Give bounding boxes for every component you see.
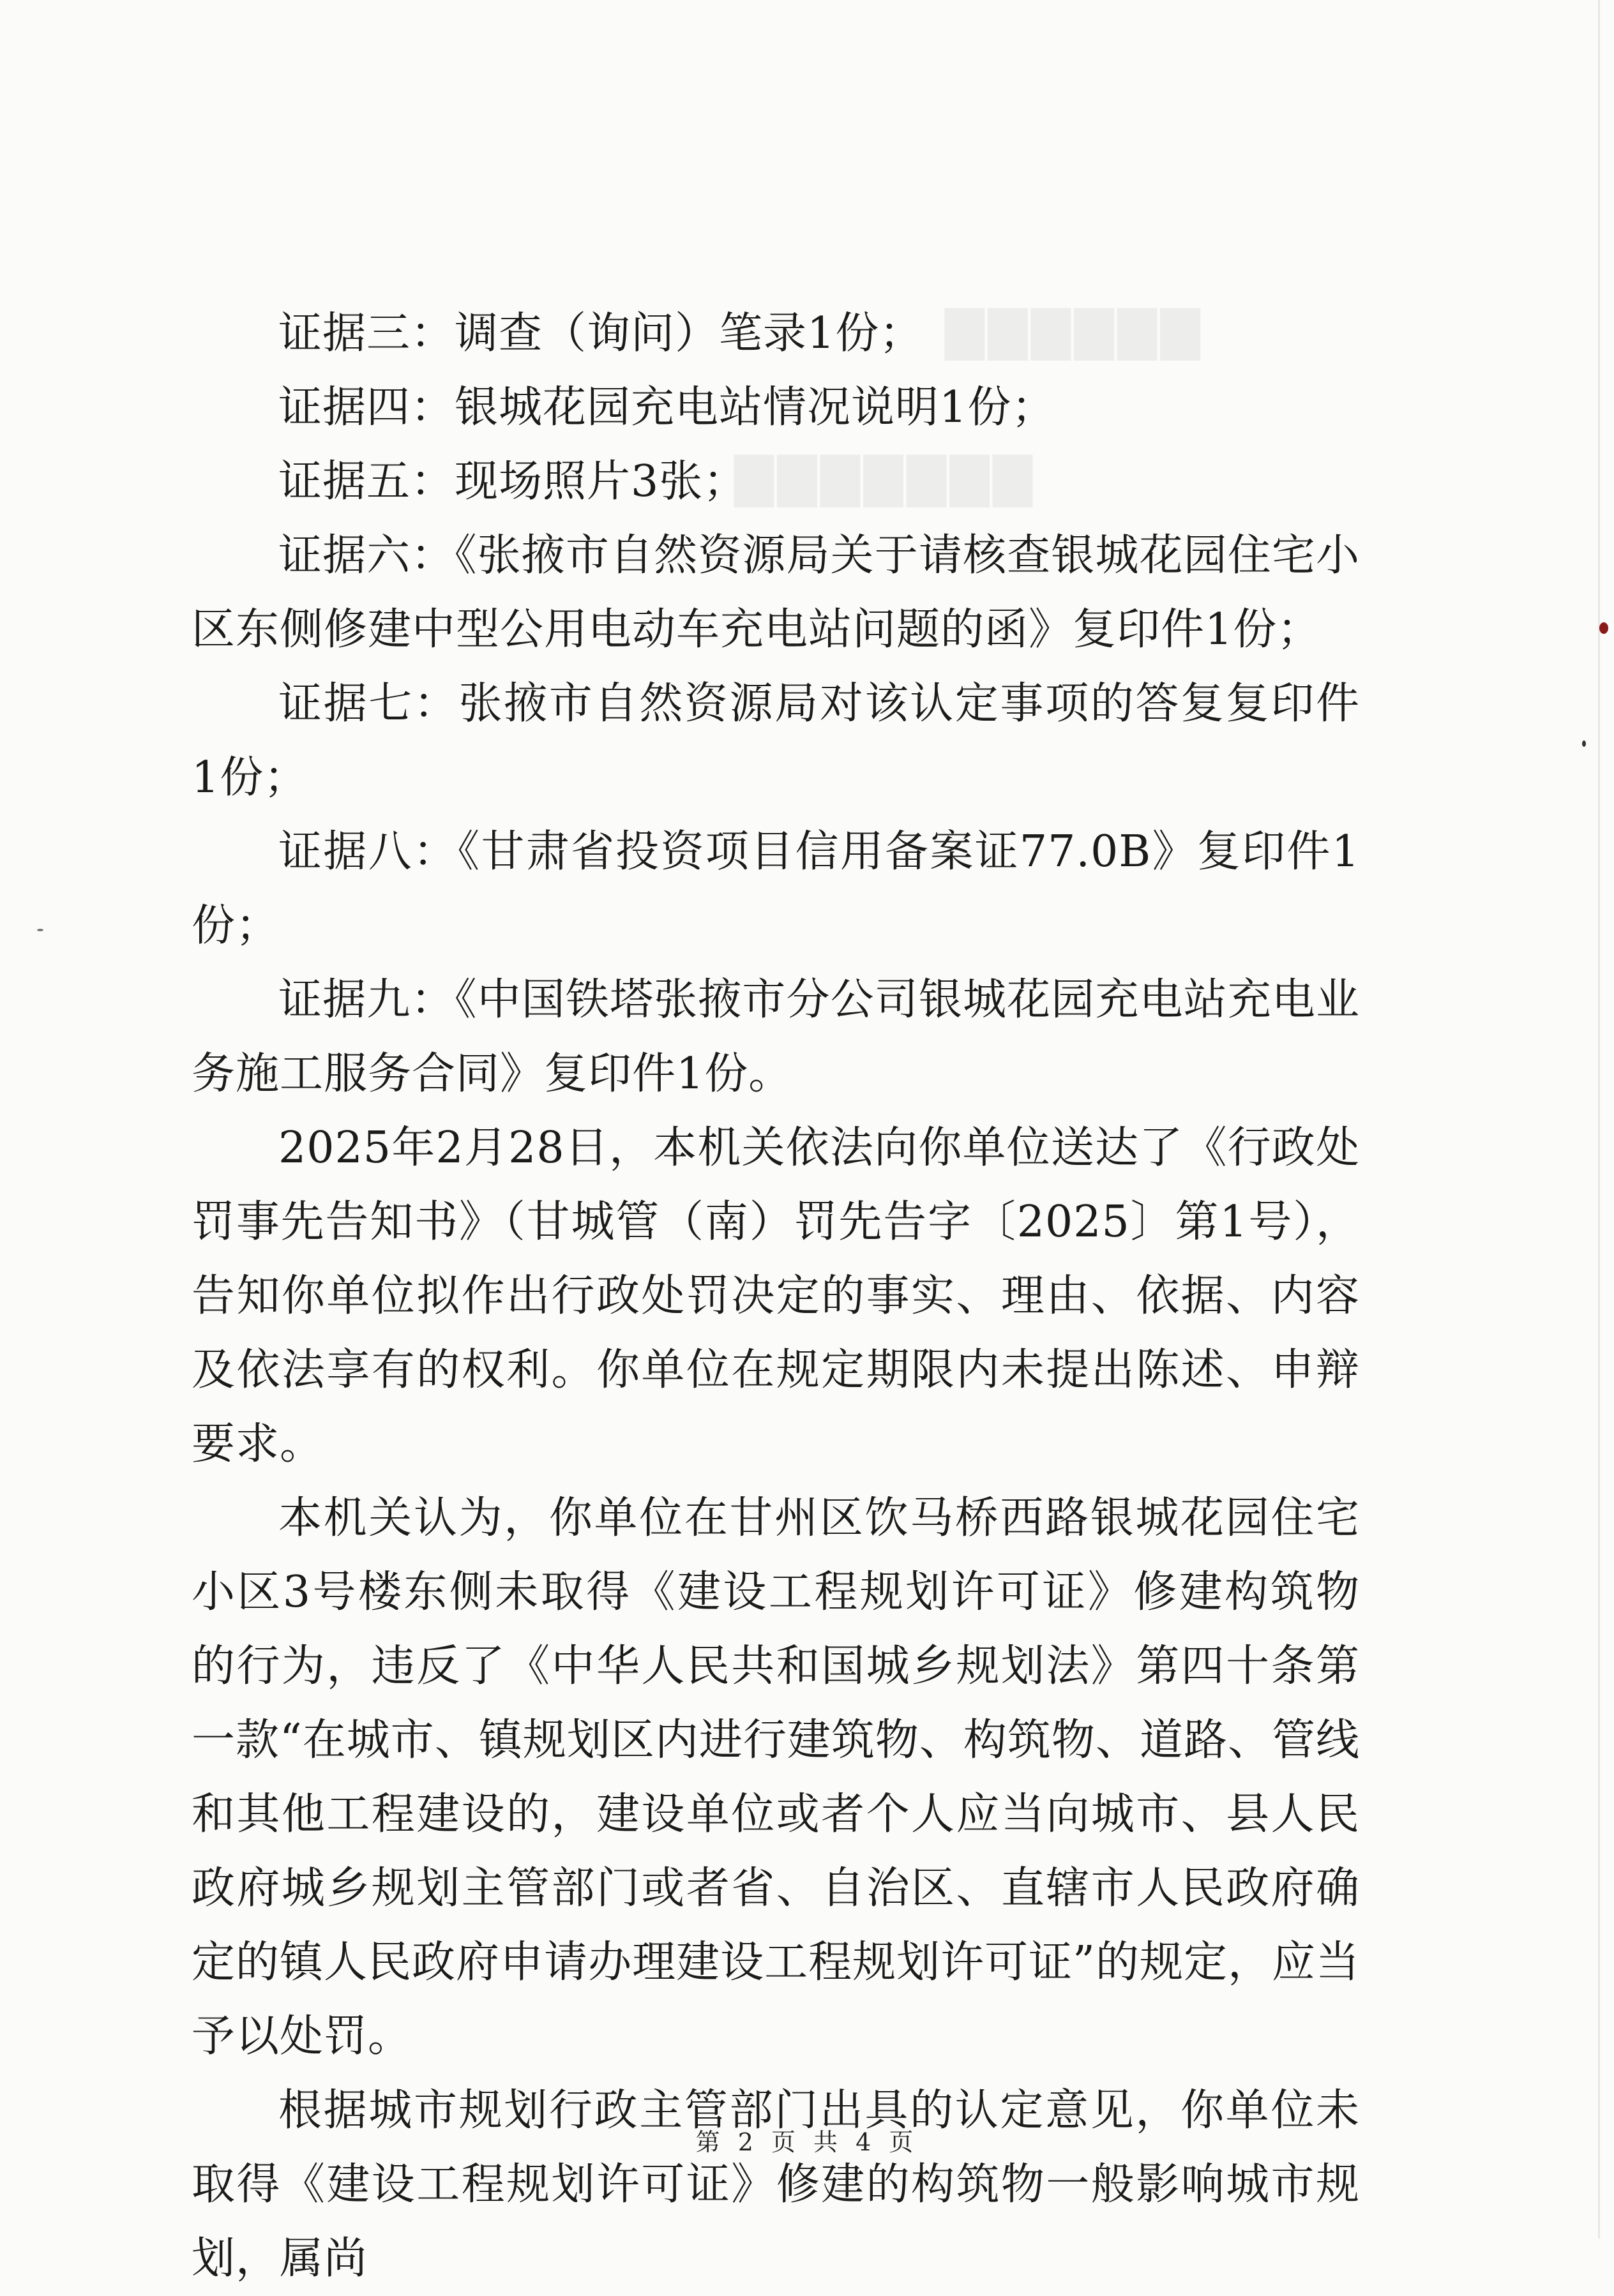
scan-speck: [1599, 622, 1608, 634]
evidence-9: 证据九：《中国铁塔张掖市分公司银城花园充电站充电业务施工服务合同》复印件1份。: [192, 975, 1360, 1099]
evidence-5: 证据五：现场照片3张；: [278, 456, 748, 507]
document-body: [192, 297, 1360, 2296]
page-number: 第 2 页 共 4 页: [695, 2128, 919, 2156]
evidence-3: 证据三：调查（询问）笔录1份；: [278, 308, 924, 359]
evidence-7: 证据七：张掖市自然资源局对该认定事项的答复复印件1份；: [192, 679, 1360, 803]
scan-speck: [37, 929, 43, 931]
scan-speck: [1582, 740, 1586, 747]
evidence-8: 证据八：《甘肃省投资项目信用备案证77.0B》复印件1份；: [192, 827, 1360, 951]
notice-paragraph: 2025年2月28日，本机关依法向你单位送达了《行政处罚事先告知书》（甘城管（南）罚先告字〔2025〕第1号），告知你单位拟作出行政处罚决定的事实、理由、依据、内容及依法享有的权利。你单位在规定期限内未提出陈述、申辩要求。: [192, 1123, 1360, 1469]
show-through-decoration: ▇▇▇▇▇▇▇: [734, 447, 1036, 507]
basis-paragraph: 根据城市规划行政主管部门出具的认定意见，你单位未取得《建设工程规划许可证》修建的构筑物一般影响城市规划，属尚: [192, 2085, 1360, 2284]
finding-paragraph: 本机关认为，你单位在甘州区饮马桥西路银城花园住宅小区3号楼东侧未取得《建设工程规划许可证》修建构筑物的行为，违反了《中华人民共和国城乡规划法》第四十条第一款“在城市、镇规划区内进行建筑物、构筑物、道路、管线和其他工程建设的，建设单位或者个人应当向城市、县人民政府城乡规划主管部门或者省、自治区、直辖市人民政府确定的镇人民政府申请办理建设工程规划许可证”的规定，应当予以处罚。: [192, 1493, 1361, 2062]
evidence-6: 证据六：《张掖市自然资源局关于请核查银城花园住宅小区东侧修建中型公用电动车充电站问题的函》复印件1份；: [192, 530, 1360, 655]
scan-edge: [1598, 0, 1600, 2239]
show-through-decoration: ▇▇▇▇▇▇: [945, 300, 1204, 360]
evidence-4: 证据四：银城花园充电站情况说明1份；: [278, 382, 1056, 433]
